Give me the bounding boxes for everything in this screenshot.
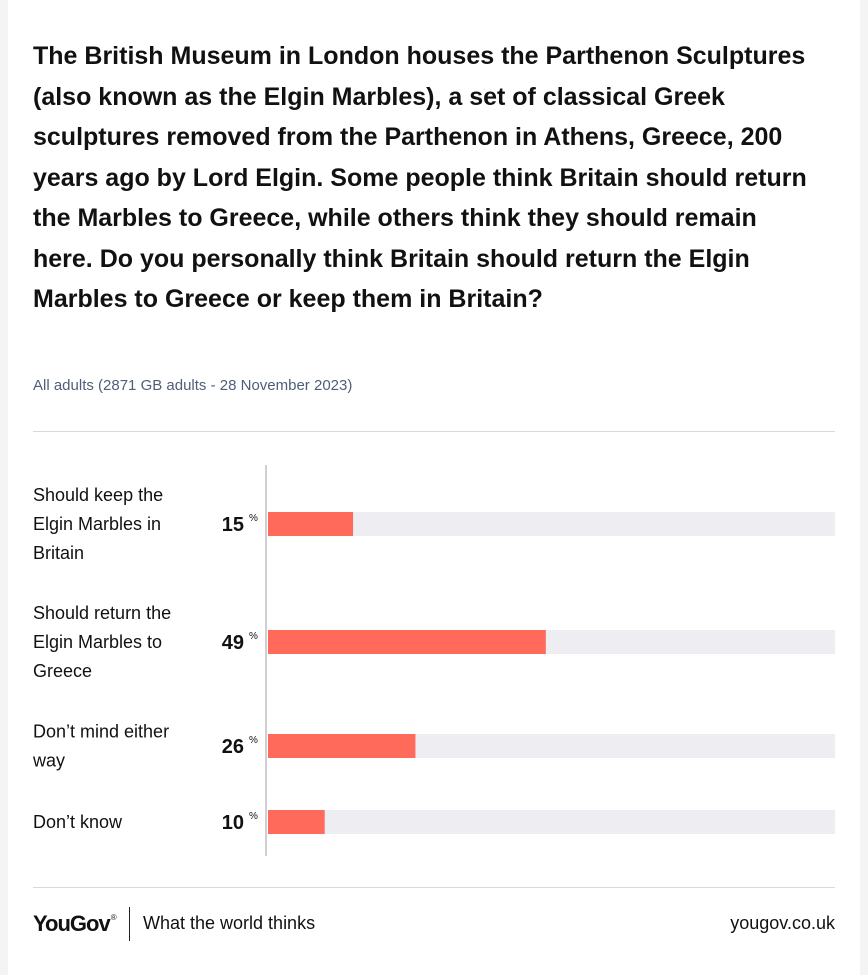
yougov-logo: YouGov® xyxy=(33,911,117,936)
bar xyxy=(268,810,325,834)
value-label: 26 xyxy=(221,736,244,758)
footer-url[interactable]: yougov.co.uk xyxy=(730,913,835,933)
bar xyxy=(268,630,546,654)
unit-label: % xyxy=(249,735,258,746)
value-label: 49 xyxy=(221,632,244,654)
chart-card xyxy=(8,0,860,975)
bottom-divider xyxy=(33,887,835,888)
bar-chart xyxy=(8,0,860,880)
bar xyxy=(268,734,415,758)
footer-tagline: What the world thinks xyxy=(143,913,316,933)
bar-track xyxy=(268,810,835,834)
chart-title: The British Museum in London houses the Parthenon Sculptures (also known as the Elgin Marbles), a set of classical Greek sculptures removed from the Parthenon in Athens, Greece, 200 years ago by Lord Elgin. Some people think Britain should return the Marbles to Greece, while others think they should remain here. Do you personally think Britain should return the Elgin Marbles to Greece or keep them in Britain? xyxy=(33,42,807,313)
footer-divider xyxy=(129,907,130,941)
chart-subtitle: All adults (2871 GB adults - 28 November 2023) xyxy=(33,377,353,394)
unit-label: % xyxy=(249,811,258,822)
unit-label: % xyxy=(249,513,258,524)
category-label: Don’t mind either way xyxy=(33,721,170,771)
category-label: Should keep the Elgin Marbles in Britain xyxy=(33,485,164,563)
unit-label: % xyxy=(249,631,258,642)
category-label: Don’t know xyxy=(33,812,123,832)
category-label: Should return the Elgin Marbles to Greece xyxy=(33,603,172,681)
value-label: 15 xyxy=(221,514,244,536)
bar xyxy=(268,512,353,536)
value-label: 10 xyxy=(221,812,244,834)
